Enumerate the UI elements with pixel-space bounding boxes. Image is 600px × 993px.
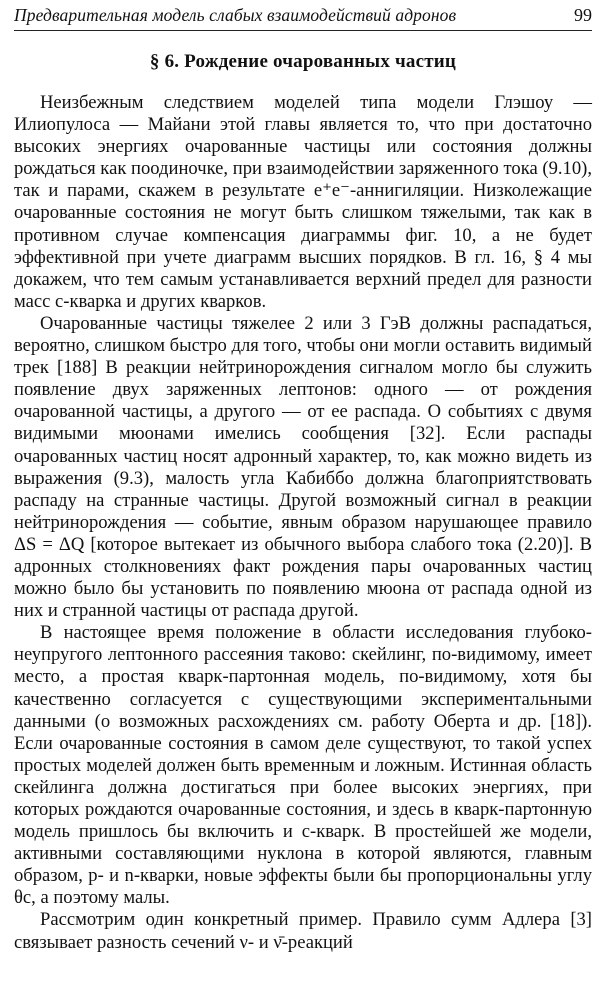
body-paragraph-1: Неизбежным следствием моделей типа модели Глэшоу — Илиопулоса — Майани этой главы является то, что при достаточно высоких энергиях очарованные частицы или состояния должны рождаться как поодиночке, при взаимодействии заряженного тока (9.10), так и парами, скажем в результате e⁺e⁻-аннигиляции. Низколежащие очарованные состояния не могут быть слишком тяжелыми, так как в противном случае компенсация диаграммы фиг. 10, a не будет эффективной при учете диаграмм высших порядков. В гл. 16, § 4 мы докажем, что тем самым устанавливается верхний предел для разности масс c-кварка и других кварков. [14, 92, 592, 312]
body-paragraph-4: Рассмотрим один конкретный пример. Правило сумм Адлера [3] связывает разность сечений ν- и ν̄-реакций [14, 909, 592, 953]
running-title: Предварительная модель слабых взаимодействий адронов [14, 5, 457, 25]
page-number: 99 [574, 5, 592, 25]
body-paragraph-3: В настоящее время положение в области исследования глубоко-неупругого лептонного рассеяния таково: скейлинг, по-видимому, имеет место, а простая кварк-партонная модель, по-видимому, хотя бы качественно согласуется с существующими экспериментальными данными (о возможных расхождениях см. работу Оберта и др. [18]). Если очарованные состояния в самом деле существуют, то такой успех простых моделей должен быть временным и ложным. Истинная область скейлинга должна достигаться при более высоких энергиях, при которых рождаются очарованные состояния, и здесь в кварк-партонную модель пришлось бы включить и c-кварк. В простейшей же модели, активными составляющими нуклона в которой являются, главным образом, p- и n-кварки, новые эффекты были бы пропорциональны углу θc, а поэтому малы. [14, 622, 592, 909]
body-paragraph-2: Очарованные частицы тяжелее 2 или 3 ГэВ должны распадаться, вероятно, слишком быстро для того, чтобы они могли оставить видимый трек [188] В реакции нейтринорождения сигналом могло бы служить появление двух заряженных лептонов: одного — от рождения очарованной частицы, а другого — от ее распада. О событиях с двумя видимыми мюонами имелись сообщения [32]. Если распады очарованных частиц носят адронный характер, то, как можно видеть из выражения (9.3), малость угла Кабиббо должна благоприятствовать распаду на странные частицы. Другой возможный сигнал в реакции нейтринорождения — событие, явным образом нарушающее правило ΔS = ΔQ [которое вытекает из обычного выбора слабого тока (2.20)]. В адронных столкновениях факт рождения пары очарованных частиц можно было бы установить по появлению мюона от распада одной из них и странной частицы от распада другой. [14, 312, 592, 622]
running-header [14, 0, 592, 31]
section-title: § 6. Рождение очарованных частиц [149, 51, 457, 72]
